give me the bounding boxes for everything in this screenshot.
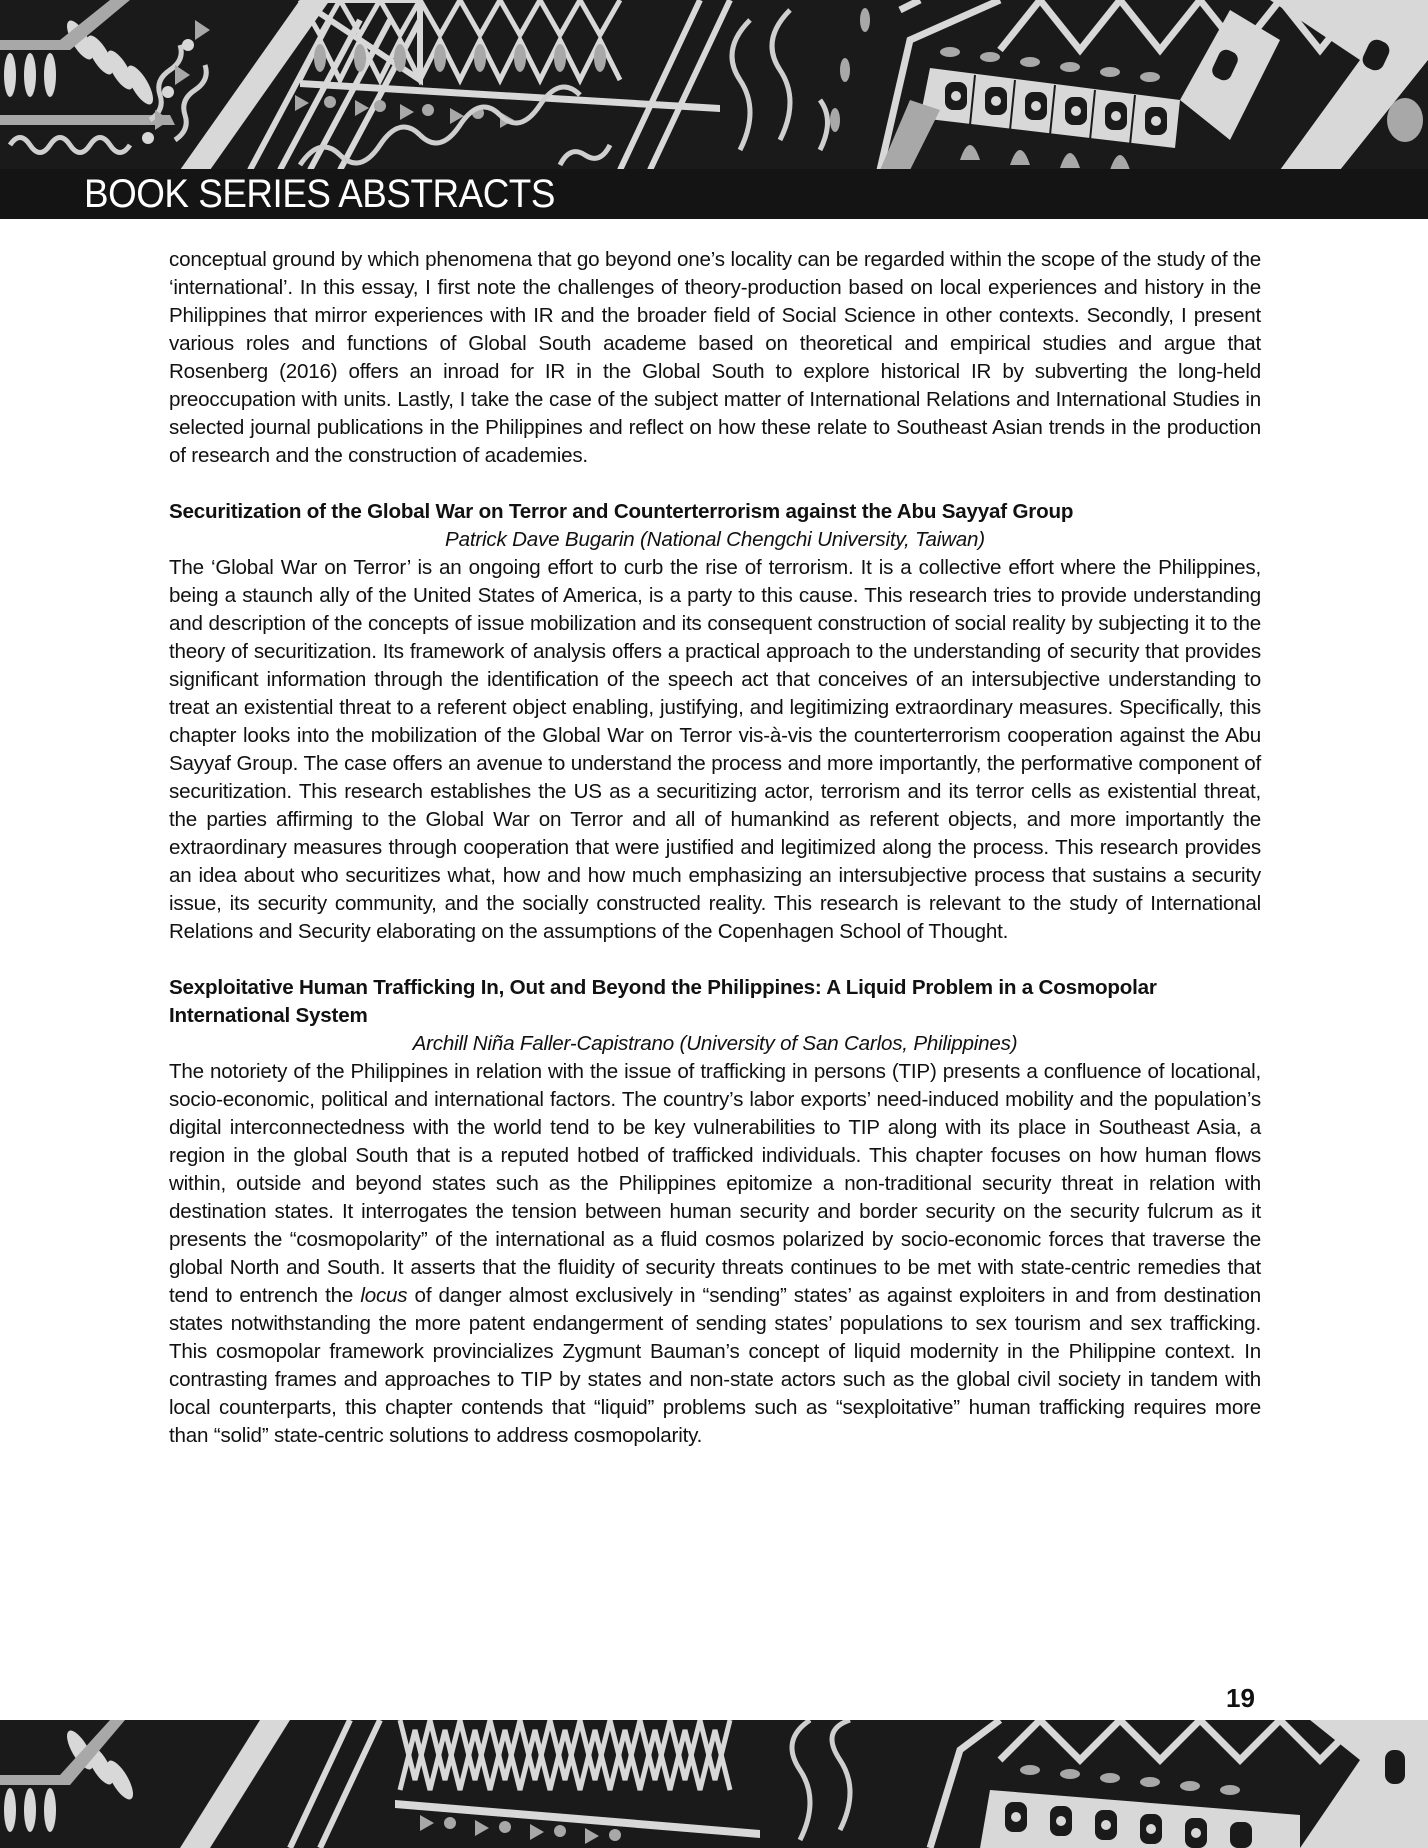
tribal-pattern-icon [0,0,1428,170]
section-title: BOOK SERIES ABSTRACTS [84,172,555,216]
decorative-footer-pattern [0,1720,1428,1848]
entry-title: Sexploitative Human Trafficking In, Out and Beyond the Philippines: A Liquid Problem in a Cosmopolar International System [169,976,1157,1027]
section-title-bar [0,169,1428,219]
tribal-pattern-icon [0,1720,1428,1848]
abstract-entry [169,974,1261,1450]
entry-title: Securitization of the Global War on Terror and Counterterrorism against the Abu Sayyaf Group [169,500,1074,523]
abstract-text: of danger almost exclusively in “sending” states’ as against exploiters in and from destination states notwithstanding the more patent endangerment of sending states’ populations to sex tourism and sex trafficking. This cosmopolar framework provincializes Zygmunt Bauman’s concept of liquid modernity in the Philippine context. In contrasting frames and approaches to TIP by states and non-state actors such as the global civil society in tandem with local counterparts, this chapter contends that “liquid” problems such as “sexploitative” human trafficking requires more than “solid” state-centric solutions to address cosmopolarity. [169,1284,1262,1447]
decorative-header-pattern [0,0,1428,170]
abstract-entry [169,498,1261,946]
entry-abstract [169,1058,1261,1450]
abstract-italic-term: locus [360,1284,408,1307]
page-number: 19 [1226,1683,1255,1713]
entry-abstract: The ‘Global War on Terror’ is an ongoing effort to curb the rise of terrorism. It is a collective effort where the Philippines, being a staunch ally of the United States of America, is a party to this cause. This research tries to provide understanding and description of the concepts of issue mobilization and its consequent construction of social reality by subjecting it to the theory of securitization. Its framework of analysis offers a practical approach to the understanding of security that provides significant information through the identification of the speech act that conceives of an intersubjective understanding to treat an existential threat to a referent object enabling, justifying, and legitimizing extraordinary measures. Specifically, this chapter looks into the mobilization of the Global War on Terror vis-à-vis the counterterrorism cooperation against the Abu Sayyaf Group. The case offers an avenue to understand the process and more importantly, the performative component of securitization. This research establishes the US as a securitizing actor, terrorism and its terror cells as existential threat, the parties affirming to the Global War on Terror and all of humankind as referent objects, and more importantly the extraordinary measures through cooperation that were justified and legitimized along the process. This research provides an idea about who securitizes what, how and how much emphasizing an intersubjective process that sustains a security issue, its security community, and the socially constructed reality. This research is relevant to the study of International Relations and Security elaborating on the assumptions of the Copenhagen School of Thought. [169,556,1261,943]
abstracts-content [169,246,1261,1450]
entry-author: Patrick Dave Bugarin (National Chengchi University, Taiwan) [445,528,985,551]
entry-author: Archill Niña Faller-Capistrano (University of San Carlos, Philippines) [412,1032,1018,1055]
abstract-text: The notoriety of the Philippines in relation with the issue of trafficking in persons (TIP) presents a confluence of locational, socio-economic, political and international factors. The country’s labor exports’ need-induced mobility and the population’s digital interconnectedness with the world tend to be key vulnerabilities to TIP along with its place in Southeast Asia, a region in the global South that is a reputed hotbed of trafficked individuals. This chapter focuses on how human flows within, outside and beyond states such as the Philippines epitomize a non-traditional security threat in relation with destination states. It interrogates the tension between human security and border security on the security fulcrum as it presents the “cosmopolarity” of the international as a fluid cosmos polarized by socio-economic forces that traverse the global North and South. It asserts that the fluidity of security threats continues to be met with state-centric remedies that tend to entrench the [169,1060,1261,1307]
continued-abstract-paragraph: conceptual ground by which phenomena that go beyond one’s locality can be regarded within the scope of the study of the ‘international’. In this essay, I first note the challenges of theory-production based on local experiences and history in the Philippines that mirror experiences with IR and the broader field of Social Science in other contexts. Secondly, I present various roles and functions of Global South academe based on theoretical and empirical studies and argue that Rosenberg (2016) offers an inroad for IR in the Global South to explore historical IR by subverting the long-held preoccupation with units. Lastly, I take the case of the subject matter of International Relations and International Studies in selected journal publications in the Philippines and reflect on how these relate to Southeast Asian trends in the production of research and the construction of academies. [169,248,1261,467]
